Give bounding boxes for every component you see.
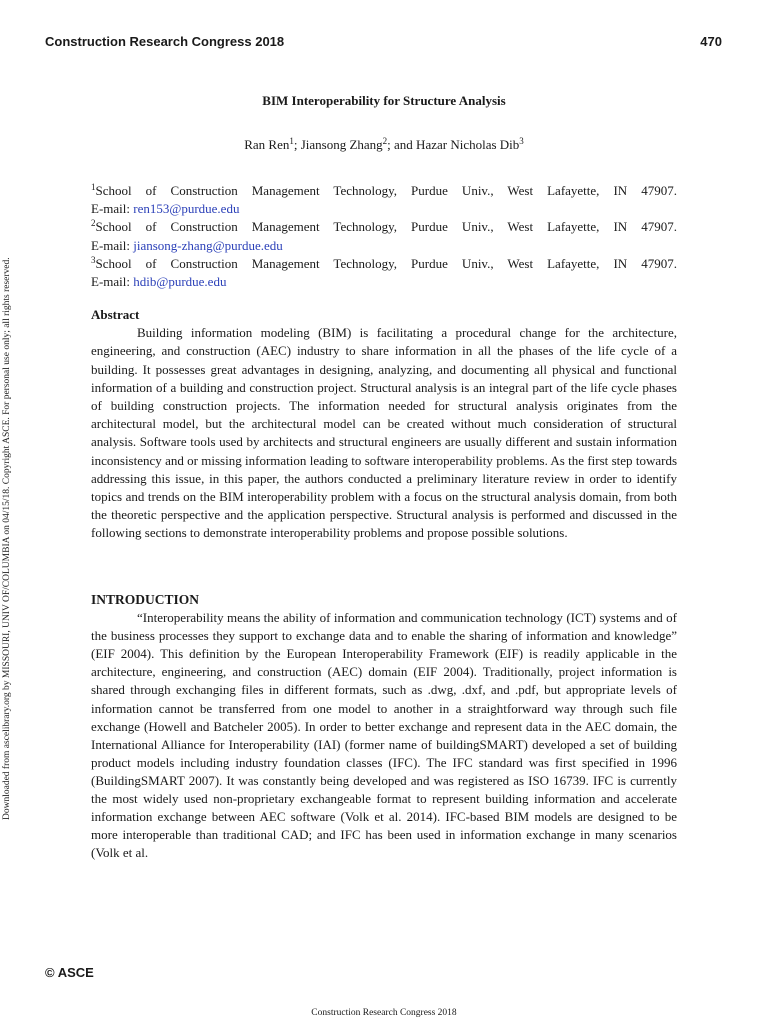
introduction-text: “Interoperability means the ability of information and communication technology (ICT) systems and of the business processes they support to exchange data and to enable the sharing of information and knowledge” (EIF 2004). This definition by the European Interoperability Framework (EIF) is readily applicable in the architecture, engineering, and construction (AEC) domain (EIF 2004). Traditionally, project information is shared through exchanging files in different formats, such as .dwg, .dxf, and .pdf, but appropriate levels of information cannot be transferred from one model to another in a straightforward way through such file exchange (Howell and Batcheler 2005). In order to better exchange and represent data in the AEC domain, the International Alliance for Interoperability (IAI) (former name of buildingSMART) developed a set of building product models including industry foundation classes (IFC). The IFC standard was first specified in 1996 (BuildingSMART 2007). It was constantly being developed and was registered as ISO 16739. IFC is currently the most widely used non-proprietary exchangeable format to represent building information and accelerate information exchange between AEC software (Volk et al. 2014). IFC-based BIM models are designed to be more interoperable than traditional CAD; and IFC has been used in information exchange in many scenarios (Volk et al. bbox=[91, 610, 677, 861]
page-number: 470 bbox=[700, 34, 722, 49]
author-superscript: 2 bbox=[382, 136, 388, 146]
abstract-text: Building information modeling (BIM) is facilitating a procedural change for the architecture, engineering, and construction (AEC) industry to share information in all the phases of the life cycle of a building. It possesses great advantages in designing, analyzing, and documenting all physical and functional information of a building and construction project. Structural analysis is an integral part of the life cycle phases of building construction projects. The information needed for structural analysis originates from the architectural model, but the architectural model can be created without much consideration of structural analysis. Software tools used by architects and structural engineers are usually different and sustain information inconsistency and or missing information leading to software interoperability problems. As the first step towards addressing this issue, in this paper, the authors conducted a preliminary literature review in order to identify topics and trends on the BIM interoperability problem with a focus on the structural analysis domain, from both the theoretic perspective and the application perspective. Structural analysis is performed and discussed in the following sections to demonstrate interoperability problems and propose possible solutions. bbox=[91, 325, 677, 541]
introduction-section bbox=[91, 591, 677, 862]
email-link[interactable]: ren153@purdue.edu bbox=[133, 201, 240, 217]
email-line bbox=[91, 273, 677, 291]
affiliation-line bbox=[91, 218, 677, 236]
affiliation-text: School of Construction Management Technology, Purdue Univ., West Lafayette, IN 47907. bbox=[95, 255, 677, 271]
download-notice: Downloaded from ascelibrary.org by MISSOURI, UNIV OF/COLUMBIA on 04/15/18. Copyright ASCE. For personal use only; all rights reserved. bbox=[2, 257, 12, 820]
abstract-section bbox=[91, 306, 677, 543]
email-label: E-mail: bbox=[91, 237, 134, 253]
email-link[interactable]: jiansong-zhang@purdue.edu bbox=[133, 237, 283, 253]
running-header: Construction Research Congress 2018 bbox=[45, 34, 285, 49]
affiliations bbox=[91, 182, 677, 291]
introduction-heading: INTRODUCTION bbox=[91, 592, 200, 607]
email-link[interactable]: hdib@purdue.edu bbox=[133, 274, 227, 290]
abstract-heading: Abstract bbox=[91, 307, 140, 322]
email-line bbox=[91, 200, 677, 218]
author-list bbox=[0, 137, 768, 153]
paper-title: BIM Interoperability for Structure Analysis bbox=[262, 93, 506, 108]
email-line bbox=[91, 237, 677, 255]
author-name: ; Jiansong Zhang bbox=[293, 137, 383, 152]
affiliation-line bbox=[91, 182, 677, 200]
author-superscript: 3 bbox=[519, 136, 524, 146]
affiliation-superscript: 3 bbox=[91, 254, 96, 265]
page-footer: Construction Research Congress 2018 bbox=[311, 1008, 457, 1018]
email-label: E-mail: bbox=[91, 274, 134, 290]
affiliation-text: School of Construction Management Technology, Purdue Univ., West Lafayette, IN 47907. bbox=[95, 183, 677, 198]
email-label: E-mail: bbox=[91, 201, 134, 217]
affiliation-superscript: 2 bbox=[91, 218, 96, 229]
author-name: Ran Ren bbox=[244, 137, 290, 152]
affiliation-superscript: 1 bbox=[91, 182, 96, 192]
affiliation-line bbox=[91, 255, 677, 273]
affiliation-text: School of Construction Management Technology, Purdue Univ., West Lafayette, IN 47907. bbox=[95, 219, 677, 235]
author-name: ; and Hazar Nicholas Dib bbox=[387, 137, 520, 152]
copyright-mark: © ASCE bbox=[45, 965, 94, 980]
author-superscript: 1 bbox=[289, 136, 294, 146]
